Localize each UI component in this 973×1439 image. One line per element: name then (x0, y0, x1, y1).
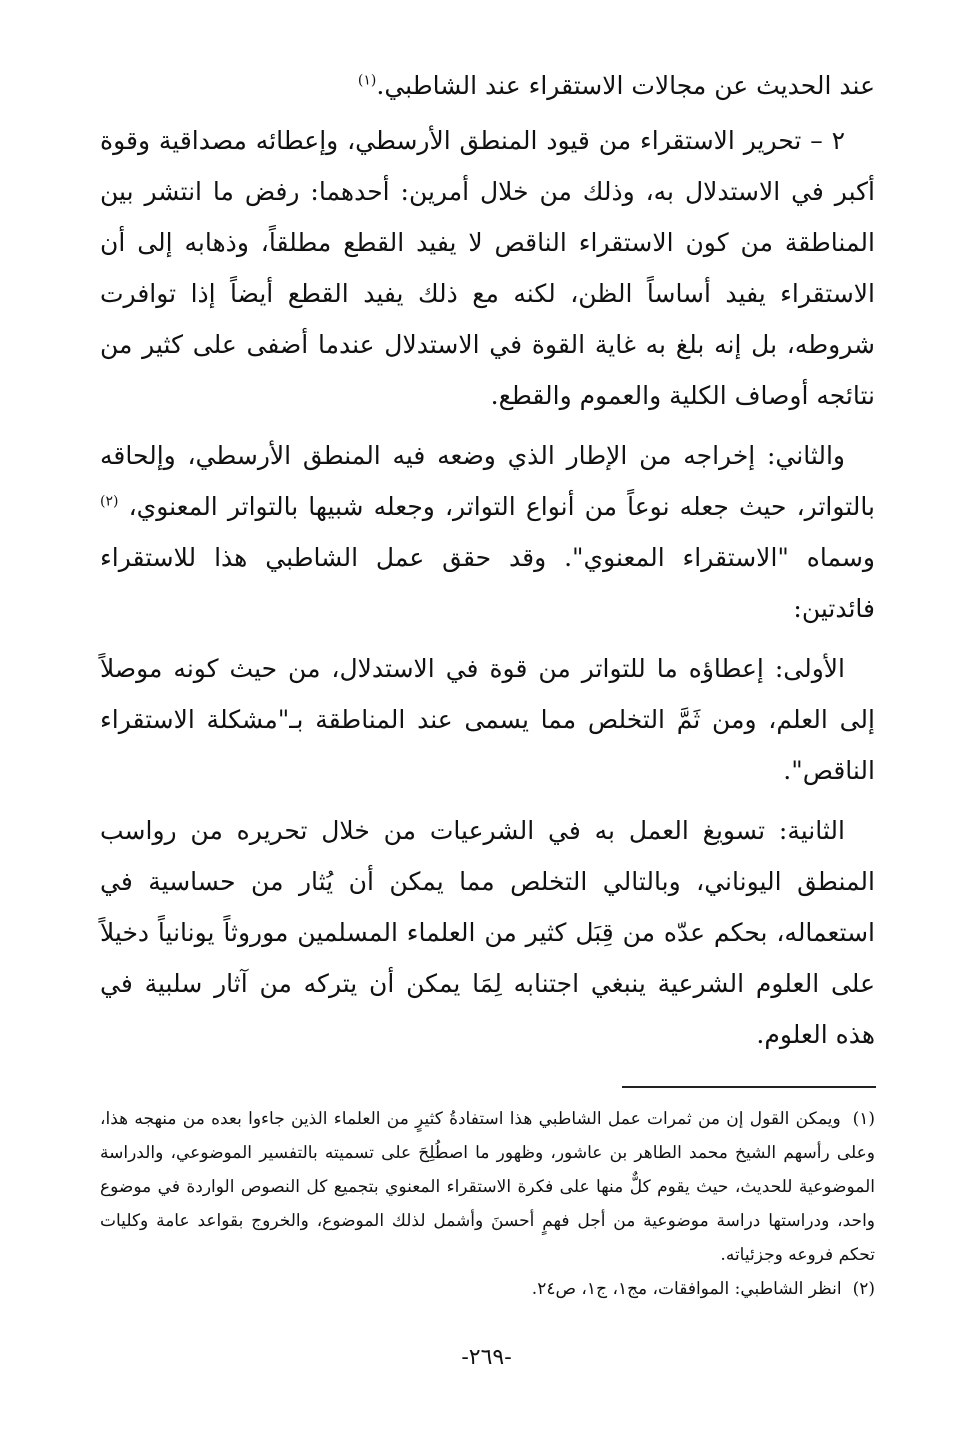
footnote-1 (100, 1102, 875, 1272)
page-number: -٢٦٩- (461, 1345, 512, 1370)
footnote-text: انظر الشاطبي: الموافقات، مج١، ج١، ص٢٤. (531, 1279, 842, 1299)
footnote-2 (100, 1272, 875, 1306)
paragraph-second (100, 430, 875, 634)
footnote-divider (622, 1086, 876, 1088)
paragraph-text: ٢ – تحرير الاستقراء من قيود المنطق الأرسطي، وإعطائه مصداقية وقوة أكبر في الاستدلال به، وذلك من خلال أمرين: أحدهما: رفض ما انتشر بين المناطقة من كون الاستقراء الناقص لا يفيد القطع مطلقاً، وذهابه إلى أن الاستقراء يفيد أساساً الظن، لكنه مع ذلك يفيد القطع أيضاً إذا توافرت شروطه، بل إنه بلغ به غاية القوة في الاستدلال عندما أضفى على كثير من نتائجه أوصاف الكلية والعموم والقطع. (100, 126, 875, 410)
footnote-number: (١) (852, 1109, 875, 1129)
paragraph-second-benefit (100, 805, 875, 1060)
paragraph-text: وسماه "الاستقراء المعنوي". وقد حقق عمل الشاطبي هذا للاستقراء فائدتين: (100, 543, 875, 623)
footnote-number: (٢) (852, 1279, 875, 1299)
paragraph-continuation (100, 60, 875, 111)
paragraph-first-benefit (100, 643, 875, 796)
paragraph-text: عند الحديث عن مجالات الاستقراء عند الشاطبي. (376, 71, 875, 100)
main-text (100, 60, 875, 1069)
footnotes (100, 1102, 875, 1306)
paragraph-text: الثانية: تسويغ العمل به في الشرعيات من خلال تحريره من رواسب المنطق اليوناني، وبالتالي التخلص مما يمكن أن يُثار من حساسية في استعماله، بحكم عدّه من قِبَل كثير من العلماء المسلمين موروثاً يونانياً دخيلاً على العلوم الشرعية ينبغي اجتنابه لِمَا يمكن أن يتركه من آثار سلبية في هذه العلوم. (100, 816, 875, 1049)
paragraph-text: والثاني: إخراجه من الإطار الذي وضعه فيه المنطق الأرسطي، وإلحاقه بالتواتر، حيث جعله نوعاً من أنواع التواتر، وجعله شبيها بالتواتر المعنوي، (100, 441, 876, 521)
footnote-ref: (١) (357, 72, 377, 89)
paragraph-point-2 (100, 115, 875, 421)
paragraph-text: الأولى: إعطاؤه ما للتواتر من قوة في الاستدلال، من حيث كونه موصلاً إلى العلم، ومن ثَمَّ التخلص مما يسمى عند المناطقة بـ"مشكلة الاستقراء الناقص". (100, 654, 875, 785)
footnote-text: ويمكن القول إن من ثمرات عمل الشاطبي هذا استفادةُ كثيرٍ من العلماء الذين جاءوا بعده من منهجه هذا، وعلى رأسهم الشيخ محمد الطاهر بن عاشور، وظهور ما اصطُلِحَ على تسميته بالتفسير الموضوعي، والدراسة الموضوعية للحديث، حيث يقوم كلٌّ منها على فكرة الاستقراء المعنوي بتجميع كل النصوص الواردة في موضوع واحد، ودراستها دراسة موضوعية من أجل فهمٍ أحسنَ وأشمل لذلك الموضوع، والخروج بقواعد عامة وكليات تحكم فروعه وجزئياته. (100, 1109, 875, 1265)
footnote-ref: (٢) (100, 493, 119, 510)
